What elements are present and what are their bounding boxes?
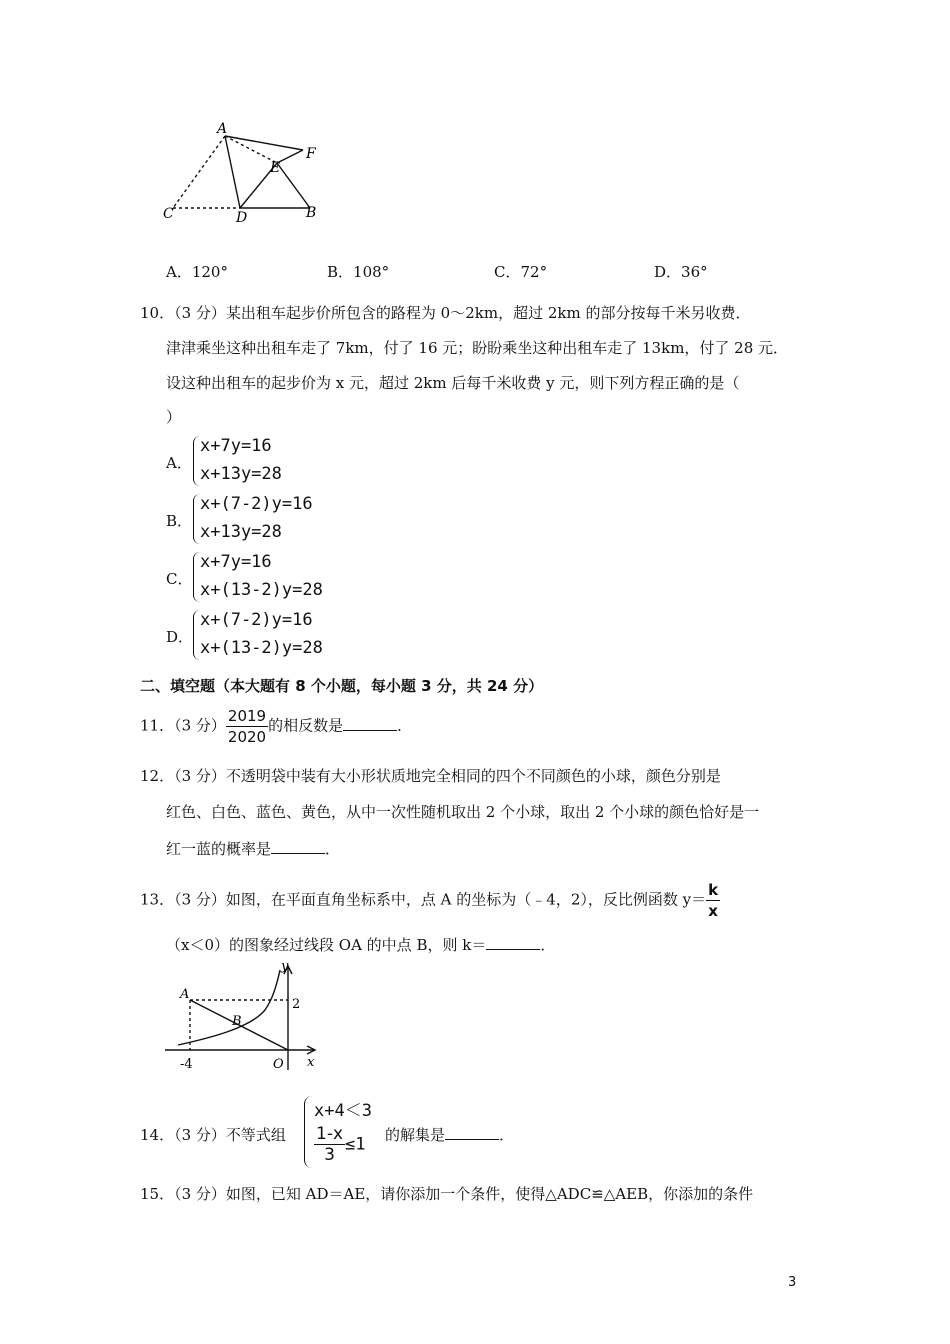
label-y: y — [281, 959, 289, 974]
label-D: D — [236, 210, 248, 226]
label-F: F — [306, 146, 316, 162]
label-A: A — [217, 121, 228, 137]
label-E: E — [270, 160, 281, 176]
q13-blank — [486, 937, 540, 950]
label-x: x — [307, 1055, 315, 1070]
q13-figure — [160, 958, 330, 1078]
q11: 11．（3 分） $\frac{2019}{2020}$ 的相反数是 ． — [140, 707, 413, 746]
q9-figure — [160, 118, 340, 228]
q11-fraction: $\frac{2019}{2020}$ — [227, 707, 267, 746]
q9-option-a: A．120° — [166, 263, 228, 281]
q13-line1: 13．（3 分）如图，在平面直角坐标系中，点 A 的坐标为（﹣4，2），反比例函数 y＝ $\frac{k}{x}$ — [140, 881, 719, 920]
label-O: O — [273, 1057, 284, 1072]
q10-line2: 津津乘坐这种出租车走了 7km，付了 16 元；盼盼乘坐这种出租车走了 13km，付了 28 元． — [166, 339, 789, 357]
q9-option-b: B．108° — [327, 263, 390, 281]
label-B: B — [232, 1014, 242, 1029]
q13-line2: （x＜0）的图象经过线段 OA 的中点 B，则 k＝ ． — [166, 936, 556, 954]
q14-fraction: $\frac{1-x}{3}$ — [316, 1124, 344, 1165]
q15-line1: 15．（3 分）如图，已知 AD＝AE，请你添加一个条件，使得△ADC≌△AEB，你添加的条件 — [140, 1185, 754, 1203]
page-number: 3 — [788, 1275, 797, 1290]
q13-fraction: $\frac{k}{x}$ — [708, 881, 719, 920]
q9-option-c: C．72° — [494, 263, 548, 281]
q12-line1: 12．（3 分）不透明袋中装有大小形状质地完全相同的四个不同颜色的小球，颜色分别是 — [140, 767, 721, 785]
label-neg4: -4 — [180, 1057, 193, 1072]
label-2: 2 — [292, 997, 301, 1012]
section-title: 二、填空题（本大题有 8 个小题，每小题 3 分，共 24 分） — [140, 677, 544, 695]
q10-line3: 设这种出租车的起步价为 x 元，超过 2km 后每千米收费 y 元，则下列方程正确的是（ — [166, 374, 740, 392]
label-A: A — [180, 987, 190, 1002]
label-B: B — [306, 205, 317, 221]
q10-line1: 10．（3 分）某出租车起步价所包含的路程为 0～2km，超过 2km 的部分按每千米另收费． — [140, 304, 751, 322]
q11-blank — [343, 718, 397, 731]
q9-option-d: D．36° — [654, 263, 708, 281]
label-C: C — [163, 206, 174, 222]
q12-line2: 红色、白色、蓝色、黄色，从中一次性随机取出 2 个小球，取出 2 个小球的颜色恰好是一 — [166, 803, 760, 821]
q12-line3: 红一蓝的概率是 ． — [166, 840, 341, 858]
q12-blank — [271, 841, 325, 854]
q14-blank — [445, 1127, 499, 1140]
q10-line4: ） — [166, 408, 182, 426]
